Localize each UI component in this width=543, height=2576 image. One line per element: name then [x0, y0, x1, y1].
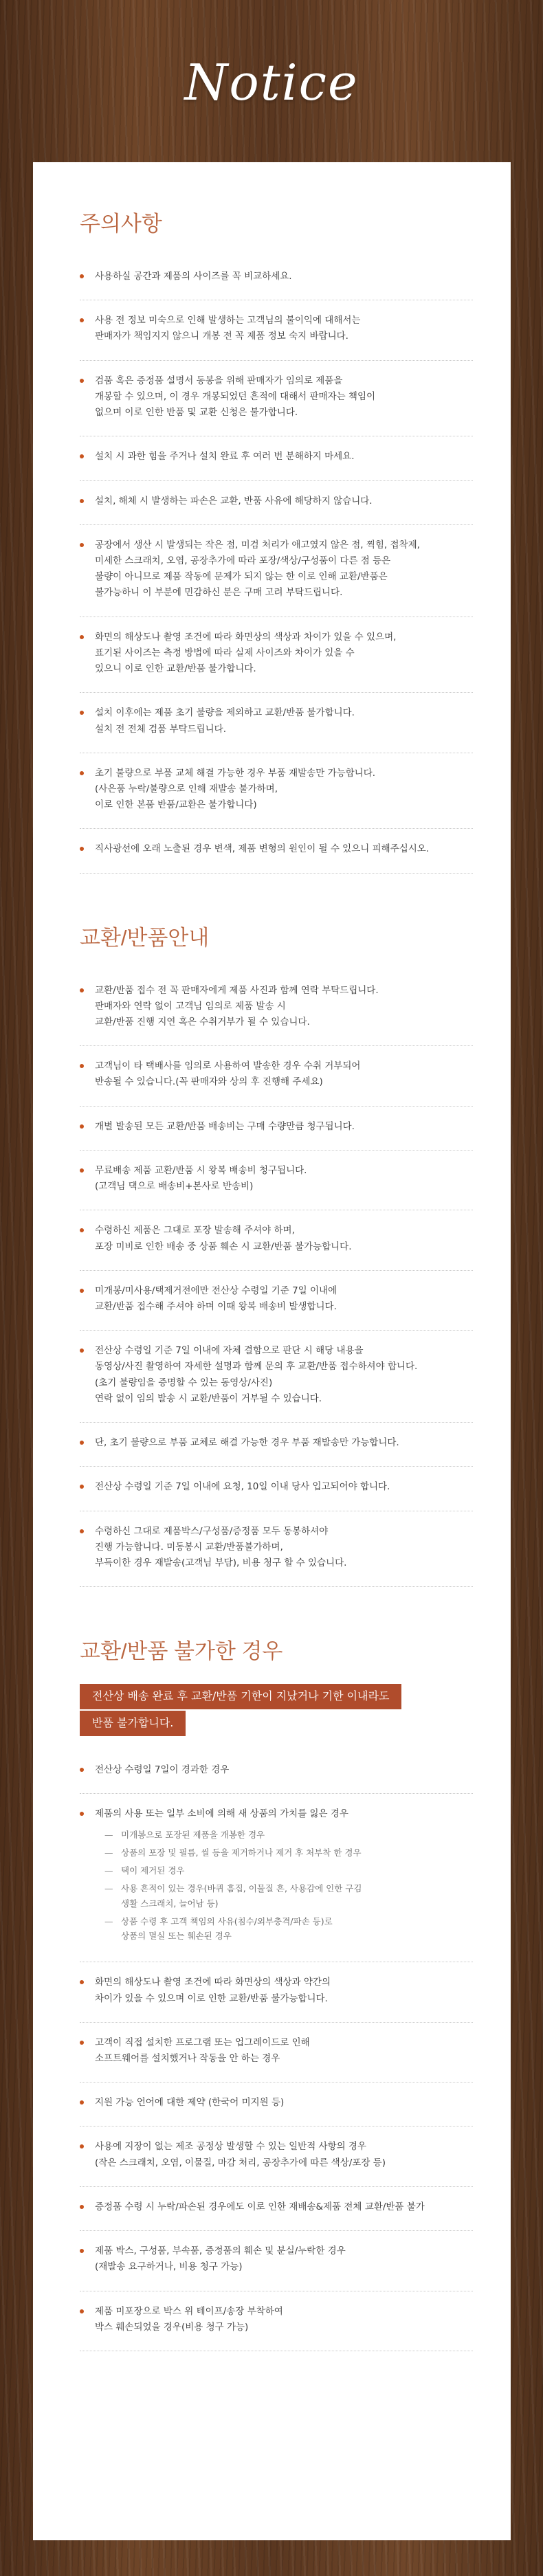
sub-item	[95, 1914, 473, 1944]
bullet-dot-icon	[80, 847, 84, 851]
bullet-dot-icon	[80, 635, 84, 639]
notice-item-text: 공장에서 생산 시 발생되는 작은 점, 미검 처리가 애고였지 않은 점, 찍힘, 접착제, 미세한 스크래치, 오염, 공장추가에 따라 포장/색상/구성품이 다른 점 등은 불량이 아니므로 제품 작동에 문제가 되지 않는 한 이로 인해 교환/반품은 불가능하니 이 부분에 민감하신 분은 구매 고려 부탁드립니다.	[95, 539, 420, 599]
bullet-dot-icon	[80, 1812, 84, 1816]
notice-item-text: 전산상 수령일 7일이 경과한 경우	[95, 1764, 230, 1775]
notice-card	[33, 162, 511, 2540]
dash-icon: —	[104, 1883, 113, 1894]
bullet-dot-icon	[80, 2309, 84, 2313]
bullet-dot-icon	[80, 1768, 84, 1772]
notice-item	[80, 753, 473, 830]
notice-item	[80, 2187, 473, 2231]
bullet-dot-icon	[80, 1485, 84, 1489]
notice-item	[80, 693, 473, 753]
bullet-dot-icon	[80, 2041, 84, 2045]
bullet-dot-icon	[80, 1441, 84, 1445]
bullet-dot-icon	[80, 454, 84, 458]
notice-item	[80, 1107, 473, 1151]
notice-item-text: 제품 박스, 구성품, 부속품, 증정품의 훼손 및 분실/누락한 경우 (재발송 요구하거나, 비용 청구 가능)	[95, 2245, 346, 2273]
dash-icon: —	[104, 1847, 113, 1858]
notice-item	[80, 525, 473, 617]
notice-item-text: 제품의 사용 또는 일부 소비에 의해 새 상품의 가치를 잃은 경우	[95, 1808, 348, 1819]
notice-item-text: 화면의 해상도나 촬영 조건에 따라 화면상의 색상과 차이가 있을 수 있으며, 표기된 사이즈는 측정 방법에 따라 실제 사이즈와 차이가 있을 수 있으니 이로 인한 교환/반품 불가합니다.	[95, 631, 397, 675]
notice-item-text: 사용에 지장이 없는 제조 공정상 발생할 수 있는 일반적 사항의 경우 (작은 스크래치, 오염, 이물질, 마감 처리, 공장추가에 따른 색상/포장 등)	[95, 2141, 386, 2168]
notice-title: Notice	[184, 54, 359, 111]
notice-section	[80, 920, 473, 1588]
bullet-dot-icon	[80, 2205, 84, 2209]
notice-item-text: 직사광선에 오래 노출된 경우 변색, 제품 변형의 원인이 될 수 있으니 피해주십시오.	[95, 843, 430, 855]
bullet-dot-icon	[80, 2100, 84, 2105]
sub-list	[95, 1828, 473, 1944]
notice-item-text: 화면의 해상도나 촬영 조건에 따라 화면상의 색상과 약간의 차이가 있을 수 있으며 이로 인한 교환/반품 불가능합니다.	[95, 1977, 331, 2004]
sub-item-text: 사용 흔적이 있는 경우(바퀴 흠집, 이물질 흔, 사용감에 인한 구김 생활 스크래치, 늘어남 등)	[121, 1883, 362, 1909]
notice-item-text: 제품 미포장으로 박스 위 테이프/송장 부착하여 박스 훼손되었을 경우(비용 청구 가능)	[95, 2305, 283, 2333]
notice-item	[80, 256, 473, 300]
bullet-dot-icon	[80, 499, 84, 503]
bullet-dot-icon	[80, 1064, 84, 1068]
notice-item	[80, 1210, 473, 1270]
warning-banner	[80, 1684, 473, 1737]
notice-item-text: 사용하실 공간과 제품의 사이즈를 꼭 비교하세요.	[95, 271, 292, 282]
notice-item-text: 무료배송 제품 교환/반품 시 왕복 배송비 청구됩니다. (고객님 댁으로 배송비+본사로 반송비)	[95, 1164, 307, 1192]
sub-item-text: 택이 제거된 경우	[121, 1865, 185, 1876]
dash-icon: —	[104, 1916, 113, 1927]
notice-item-text: 미개봉/미사용/택제거전에만 전산상 수령일 기준 7일 이내에 교환/반품 접수해 주셔야 하며 이때 왕복 배송비 발생합니다.	[95, 1285, 337, 1312]
notice-item	[80, 1046, 473, 1106]
bullet-dot-icon	[80, 1168, 84, 1173]
section-title: 주의사항	[80, 212, 162, 236]
notice-item	[80, 436, 473, 480]
bullet-dot-icon	[80, 318, 84, 322]
bullet-dot-icon	[80, 543, 84, 547]
notice-item-text: 설치 시 과한 힘을 주거나 설치 완료 후 여러 번 분해하지 마세요.	[95, 451, 355, 463]
wood-header	[0, 0, 543, 158]
notice-item	[80, 1794, 473, 1962]
notice-item	[80, 1271, 473, 1331]
notice-section	[80, 1634, 473, 2351]
notice-item	[80, 300, 473, 360]
sub-item-text: 상품 수령 후 고객 책임의 사유(침수/외부충격/파손 등)로 상품의 멸실 또는 훼손된 경우	[121, 1916, 333, 1942]
notice-item-text: 설치 이후에는 제품 초기 불량을 제외하고 교환/반품 불가합니다. 설치 전 전체 검품 부탁드립니다.	[95, 707, 355, 735]
sub-item-text: 상품의 포장 및 필름, 씰 등을 제거하거나 제거 후 처부착 한 경우	[121, 1847, 362, 1858]
bullet-dot-icon	[80, 988, 84, 992]
section-title: 교환/반품 불가한 경우	[80, 1639, 283, 1664]
bullet-dot-icon	[80, 274, 84, 278]
warning-banner-line: 반품 불가합니다.	[80, 1711, 186, 1736]
notice-item	[80, 2083, 473, 2127]
notice-item	[80, 1151, 473, 1210]
notice-item-text: 수령하신 그대로 제품박스/구성품/증정품 모두 동봉하셔야 진행 가능합니다. 미동봉시 교환/반품불가하며, 부득이한 경우 재발송(고객님 부담), 비용 청구 할 수 있습니다.	[95, 1525, 347, 1568]
notice-item	[80, 970, 473, 1047]
bullet-dot-icon	[80, 1289, 84, 1293]
warning-banner-line: 전산상 배송 완료 후 교환/반품 기한이 지났거나 기한 이내라도	[80, 1684, 401, 1709]
notice-item	[80, 1331, 473, 1423]
sub-item-text: 미개봉으로 포장된 제품을 개봉한 경우	[121, 1830, 265, 1841]
notice-item	[80, 2291, 473, 2351]
notice-item-text: 지원 가능 언어에 대한 제약 (한국어 미지원 등)	[95, 2097, 285, 2109]
bullet-dot-icon	[80, 1348, 84, 1353]
notice-item-text: 단, 초기 불량으로 부품 교체로 해결 가능한 경우 부품 재발송만 가능합니다.	[95, 1437, 399, 1449]
bullet-dot-icon	[80, 1529, 84, 1533]
notice-item-text: 설치, 해체 시 발생하는 파손은 교환, 반품 사유에 해당하지 않습니다.	[95, 495, 373, 507]
notice-item	[80, 2127, 473, 2186]
bullet-dot-icon	[80, 379, 84, 383]
sub-item	[95, 1828, 473, 1843]
notice-section	[80, 206, 473, 874]
bullet-dot-icon	[80, 1980, 84, 1984]
notice-item-text: 수령하신 제품은 그대로 포장 발송해 주셔야 하며, 포장 미비로 인한 배송 중 상품 훼손 시 교환/반품 불가능합니다.	[95, 1225, 352, 1252]
notice-item-text: 증정품 수령 시 누락/파손된 경우에도 이로 인한 재배송&제품 전체 교환/반품 불가	[95, 2201, 425, 2212]
notice-item-text: 전산상 수령일 기준 7일 이내에 요청, 10일 이내 당사 입고되어야 합니다.	[95, 1481, 390, 1493]
bullet-dot-icon	[80, 771, 84, 775]
notice-item-text: 검품 혹은 증정품 설명서 동봉을 위해 판매자가 임의로 제품을 개봉할 수 있으며, 이 경우 개봉되었던 흔적에 대해서 판매자는 책임이 없으며 이로 인한 반품 및 교환 신청은 불가합니다.	[95, 375, 376, 419]
dash-icon: —	[104, 1830, 113, 1841]
sub-item	[95, 1863, 473, 1878]
dash-icon: —	[104, 1865, 113, 1876]
notice-item	[80, 361, 473, 437]
sub-item	[95, 1881, 473, 1911]
notice-item-text: 교환/반품 접수 전 꼭 판매자에게 제품 사진과 함께 연락 부탁드립니다. 판매자와 연락 없이 고객님 임의로 제품 발송 시 교환/반품 진행 지연 혹은 수취거부가 될 수 있습니다.	[95, 984, 379, 1028]
notice-item	[80, 829, 473, 873]
notice-item-text: 초기 불량으로 부품 교체 해결 가능한 경우 부품 재발송만 가능합니다. (사은품 누락/불량으로 인해 재발송 불가하며, 이로 인한 본품 반품/교환은 불가합니다)	[95, 767, 376, 811]
bullet-dot-icon	[80, 1124, 84, 1129]
notice-item-text: 개별 발송된 모든 교환/반품 배송비는 구매 수량만큼 청구됩니다.	[95, 1120, 355, 1132]
bullet-dot-icon	[80, 1228, 84, 1232]
sub-item	[95, 1845, 473, 1861]
bullet-dot-icon	[80, 2144, 84, 2148]
notice-item-text: 전산상 수령일 기준 7일 이내에 자체 결함으로 판단 시 해당 내용을 동영상/사진 촬영하여 자세한 설명과 함께 문의 후 교환/반품 접수하셔야 합니다. (초기 불량임을 증명할 수 있는 동영상/사진) 연락 없이 임의 발송 시 교환/반품이 거부될 수 있습니다.	[95, 1345, 418, 1404]
notice-item	[80, 2231, 473, 2291]
notice-item	[80, 1423, 473, 1467]
notice-item	[80, 617, 473, 693]
bullet-dot-icon	[80, 2249, 84, 2253]
notice-item-text: 고객이 직접 설치한 프로그램 또는 업그레이드로 인해 소프트웨어를 설치했거나 작동을 안 하는 경우	[95, 2036, 310, 2064]
notice-item	[80, 481, 473, 525]
notice-item	[80, 1750, 473, 1794]
notice-item	[80, 1511, 473, 1588]
notice-item	[80, 2023, 473, 2083]
notice-item	[80, 1962, 473, 2022]
bullet-dot-icon	[80, 711, 84, 715]
section-title: 교환/반품안내	[80, 925, 210, 950]
notice-item-text: 사용 전 정보 미숙으로 인해 발생하는 고객님의 불이익에 대해서는 판매자가 책임지지 않으니 개봉 전 꼭 제품 정보 숙지 바랍니다.	[95, 315, 361, 342]
notice-item	[80, 1467, 473, 1511]
notice-item-text: 고객님이 타 택배사를 임의로 사용하여 발송한 경우 수취 거부되어 반송될 수 있습니다.(꼭 판매자와 상의 후 진행해 주세요)	[95, 1061, 361, 1088]
